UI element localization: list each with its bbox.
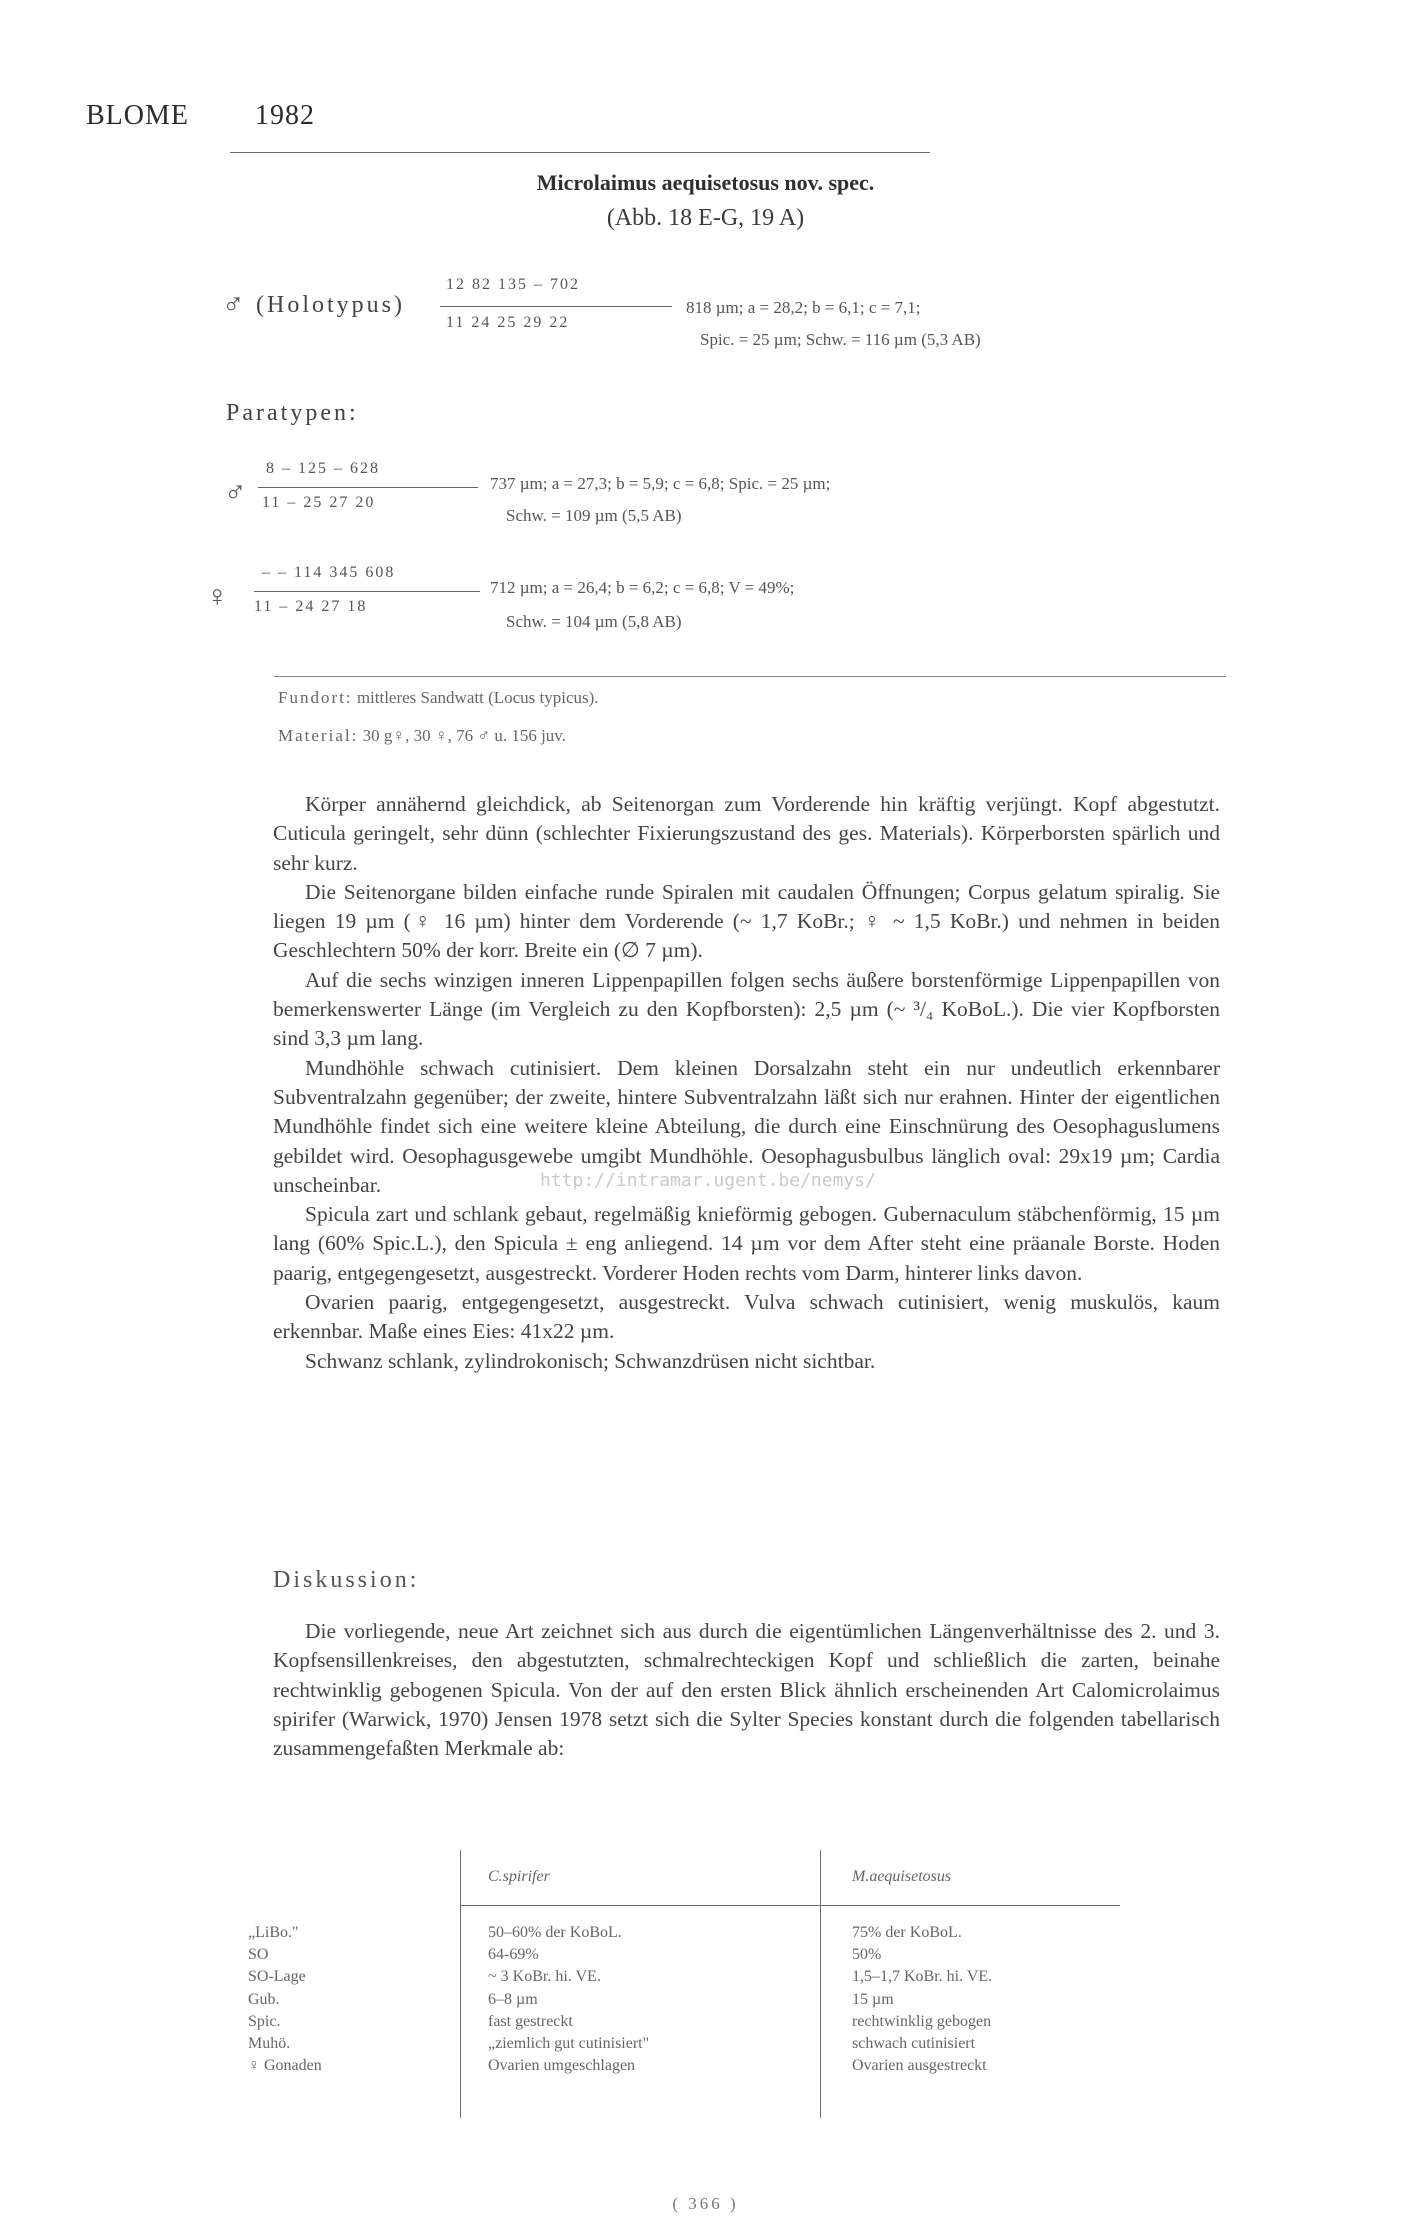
table-row-label: ♀ Gonaden xyxy=(248,2057,322,2075)
table-cell: 50–60% der KoBoL. xyxy=(488,1924,622,1941)
material-label: Material: xyxy=(278,726,359,745)
paratype-female-symbol: ♀ xyxy=(206,580,229,613)
paratype-female-line-1: 712 µm; a = 26,4; b = 6,2; c = 6,8; V = 49%; xyxy=(490,578,795,597)
table-row-label: Muhö. xyxy=(248,2035,291,2053)
paratype-female-bottom: 11 – 24 27 18 xyxy=(254,598,368,615)
discussion-paragraph: Die vorliegende, neue Art zeichnet sich aus durch die eigentümlichen Längenverhältnisse des 2. und 3. Kopfsensillenkreises, den abgestutzten, schmalrechteckigen Kopf und schließlich die zarten, beinahe rechtwinklig gebogenen Spicula. Von der auf den ersten Blick ähnlich erscheinenden Art Calomicrolaimus spirifer (Warwick, 1970) Jensen 1978 setzt sich die Sylter Species konstant durch die folgenden tabellarisch zusammengefaßten Merkmale ab: xyxy=(273,1619,1220,1761)
holotype-bottom-values: 11 24 25 29 22 xyxy=(446,314,570,331)
table-cell: ~ 3 KoBr. hi. VE. xyxy=(488,1968,601,1986)
table-cell: 50% xyxy=(852,1946,882,1964)
material-line xyxy=(278,726,566,746)
holotype-fraction-line xyxy=(440,306,672,307)
paratype-female-top: – – 114 345 608 xyxy=(262,564,396,581)
paratype-female-line-2: Schw. = 104 µm (5,8 AB) xyxy=(506,612,682,631)
holotype-top-values: 12 82 135 – 702 xyxy=(446,276,580,293)
table-cell: schwach cutinisiert xyxy=(852,2035,976,2053)
paratype-male-line-2: Schw. = 109 µm (5,5 AB) xyxy=(506,506,682,525)
table-header-cspirifer: C.spirifer xyxy=(488,1868,550,1885)
fundort-label: Fundort: xyxy=(278,688,353,707)
locality-rule xyxy=(274,676,1226,677)
table-cell: 75% der KoBoL. xyxy=(852,1924,962,1941)
table-cell: 6–8 µm xyxy=(488,1990,538,2008)
table-maequisetosus-column xyxy=(852,1922,992,2077)
table-row-label: SO-Lage xyxy=(248,1968,306,1986)
paratype-male-symbol: ♂ xyxy=(224,476,247,509)
species-title: Microlaimus aequisetosus nov. spec. xyxy=(536,170,875,195)
table-header-rule xyxy=(460,1905,1120,1906)
table-cell: 1,5–1,7 KoBr. hi. VE. xyxy=(852,1968,993,1986)
description-paragraph: Schwanz schlank, zylindrokonisch; Schwanzdrüsen nicht sichtbar. xyxy=(305,1348,876,1373)
page-number: ( 366 ) xyxy=(672,2194,739,2213)
description-paragraph: Spicula zart und schlank gebaut, regelmäßig knieförmig gebogen. Gubernaculum stäbchenförmig, 15 µm lang (60% Spic.L.), den Spicula ± eng anliegend. 14 µm vor dem After steht eine präanale Borste. Hoden paarig, entgegengesetzt, ausgestreckt. Vorderer Hoden rechts vom Darm, hinterer links davon. xyxy=(273,1202,1220,1285)
table-cell: „ziemlich gut cutinisiert" xyxy=(488,2035,650,2053)
figure-reference: (Abb. 18 E-G, 19 A) xyxy=(606,205,805,231)
table-cell: Ovarien ausgestreckt xyxy=(852,2057,987,2075)
discussion-text xyxy=(273,1617,1220,1763)
table-cell: 64-69% xyxy=(488,1946,539,1964)
table-divider-2 xyxy=(820,1850,821,2118)
header-rule xyxy=(230,152,930,153)
paratype-male-fraction-line xyxy=(258,487,478,488)
discussion-heading: Diskussion: xyxy=(273,1567,420,1593)
paratype-female-fraction-line xyxy=(254,591,480,592)
table-row-label: Spic. xyxy=(248,2012,281,2030)
table-cspirifer-column xyxy=(488,1922,649,2077)
header-year: 1982 xyxy=(255,100,315,131)
description-paragraph: Mundhöhle schwach cutinisiert. Dem kleinen Dorsalzahn steht ein nur undeutlich erkennbarer Subventralzahn gegenüber; der zweite, hintere Subventralzahn läßt sich nur erahnen. Hinter der eigentlichen Mundhöhle findet sich eine weitere kleine Abteilung, die durch eine Einschnürung des Oesophaguslumens gebildet wird. Oesophagusgewebe umgibt Mundhöhle. Oesophagusbulbus länglich oval: 29x19 µm; Cardia unscheinbar. xyxy=(273,1055,1220,1197)
table-row-label: Gub. xyxy=(248,1990,280,2008)
fundort-line xyxy=(278,688,599,708)
paratypes-label: Paratypen: xyxy=(226,400,359,426)
material-value: 30 g♀, 30 ♀, 76 ♂ u. 156 juv. xyxy=(362,726,566,745)
running-header xyxy=(86,100,315,132)
description-paragraph: Ovarien paarig, entgegengesetzt, ausgestreckt. Vulva schwach cutinisiert, wenig muskulös, kaum erkennbar. Maße eines Eies: 41x22 µm. xyxy=(273,1290,1220,1344)
holotype-measure-2: Spic. = 25 µm; Schw. = 116 µm (5,3 AB) xyxy=(700,330,981,349)
paratype-male-bottom: 11 – 25 27 20 xyxy=(262,494,376,511)
fundort-value: mittleres Sandwatt (Locus typicus). xyxy=(356,688,599,707)
table-row-label: „LiBo." xyxy=(248,1924,299,1941)
paratype-male-line-1: 737 µm; a = 27,3; b = 5,9; c = 6,8; Spic. = 25 µm; xyxy=(490,474,831,493)
table-labels-column xyxy=(248,1922,322,2077)
description-paragraph: Die Seitenorgane bilden einfache runde Spiralen mit caudalen Öffnungen; Corpus gelatum spiralig. Sie liegen 19 µm (♀ 16 µm) hinter dem Vorderende (~ 1,7 KoBr.; ♀ ~ 1,5 KoBr.) und nehmen in beiden Geschlechtern 50% der korr. Breite ein (∅ 7 µm). xyxy=(273,879,1220,963)
header-author: BLOME xyxy=(86,100,189,131)
table-row-label: SO xyxy=(248,1946,269,1964)
table-divider-1 xyxy=(460,1850,461,2118)
paratype-male-top: 8 – 125 – 628 xyxy=(266,460,380,477)
species-description xyxy=(273,790,1220,1376)
description-paragraph: Auf die sechs winzigen inneren Lippenpapillen folgen sechs äußere borstenförmige Lippenpapillen von bemerkenswerter Länge (im Vergleich zu den Kopfborsten): 2,5 µm (~ ³/₄ KoBoL.). Die vier Kopfborsten sind 3,3 µm lang. xyxy=(273,967,1220,1051)
table-cell: 15 µm xyxy=(852,1990,894,2008)
table-header-maequisetosus: M.aequisetosus xyxy=(852,1868,952,1885)
watermark-url: http://intramar.ugent.be/nemys/ xyxy=(540,1170,876,1191)
holotype-measure-1: 818 µm; a = 28,2; b = 6,1; c = 7,1; xyxy=(686,298,921,317)
description-paragraph: Körper annähernd gleichdick, ab Seitenorgan zum Vorderende hin kräftig verjüngt. Kopf abgestutzt. Cuticula geringelt, sehr dünn (schlechter Fixierungszustand des ges. Materials). Körperborsten spärlich und sehr kurz. xyxy=(273,792,1220,875)
table-cell: fast gestreckt xyxy=(488,2012,573,2030)
holotype-label: (Holotypus) xyxy=(256,292,405,318)
table-cell: rechtwinklig gebogen xyxy=(852,2012,992,2030)
male-symbol: ♂ xyxy=(222,288,245,321)
table-cell: Ovarien umgeschlagen xyxy=(488,2057,636,2075)
